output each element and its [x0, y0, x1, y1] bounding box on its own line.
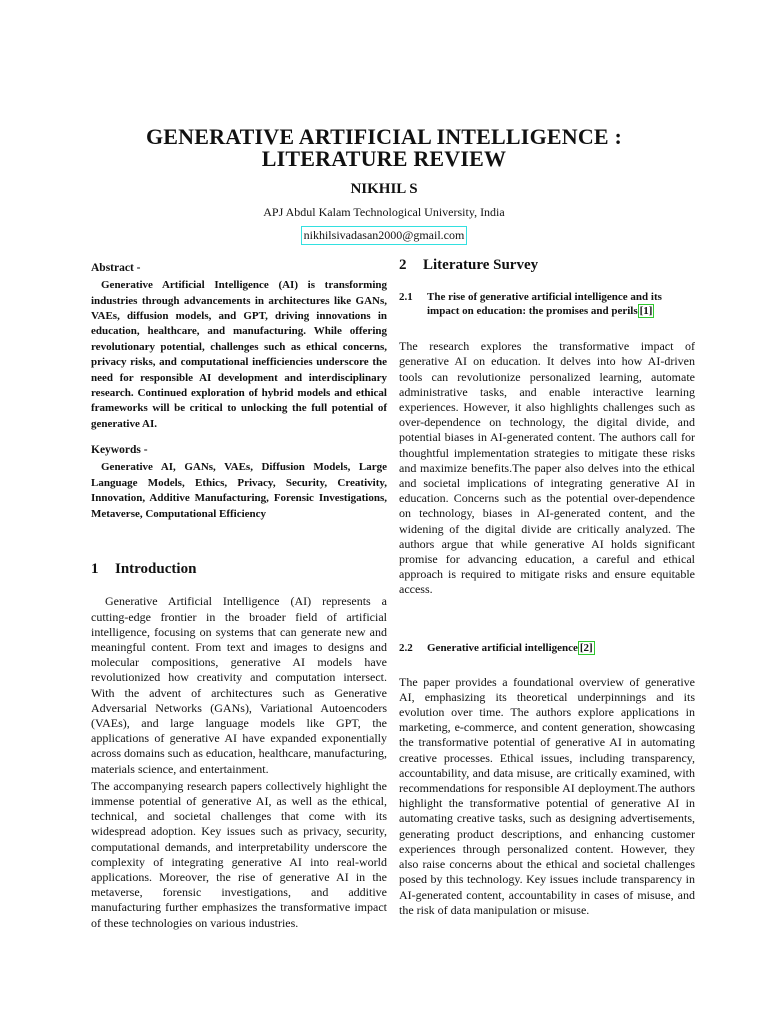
author-name: NIKHIL S	[350, 181, 418, 197]
section-number: 1	[91, 561, 99, 578]
subsection-title-text: The rise of generative artificial intelligence and its impact on education: the promises and perils	[427, 291, 662, 318]
left-column	[91, 261, 387, 931]
subsection-2-1-body: The research explores the transformative impact of generative AI on education. It delves into how AI-driven tools can revolutionize personalized learning, automate administrative tasks, and enable interactive learning experiences. However, it also highlights challenges such as over-dependence on technology, the digital divide, and potential biases in AI-generated content. The authors call for thoughtful implementation strategies to mitigate these risks and maximize benefits.The paper also delves into the ethical and societal implications of integrating generative AI in education. Concerns such as the potential over-dependence on technology, biases in AI-generated content, and the widening of the digital divide are critically analyzed. The authors argue that while generative AI holds significant promise for advancing education, a careful and ethical approach is required to mitigate risks and ensure equitable access.	[399, 339, 695, 597]
subsection-heading-2-1	[399, 290, 695, 318]
subsection-number: 2.2	[399, 641, 413, 654]
title-line-1: GENERATIVE ARTIFICIAL INTELLIGENCE :	[145, 124, 623, 149]
subsection-number: 2.1	[399, 291, 413, 304]
subsection-title	[427, 641, 595, 655]
citation-link[interactable]: [1]	[639, 305, 653, 318]
title-line-2: LITERATURE REVIEW	[261, 146, 507, 171]
paper-title	[0, 126, 768, 170]
subsection-title-text: Generative artificial intelligence	[427, 641, 578, 654]
abstract-body: Generative Artificial Intelligence (AI) is transforming industries through advancements in architectures like GANs, VAEs, diffusion models, and GPT, driving innovations in education, healthcare, and manufacturing. While offering revolutionary potential, challenges such as ethical concerns, privacy risks, and computational inefficiencies underscore the need for responsible AI development and interdisciplinary research. Continued exploration of hybrid models and ethical frameworks will be critical to unlocking the full potential of generative AI.	[91, 279, 387, 430]
keywords-body: Generative AI, GANs, VAEs, Diffusion Models, Large Language Models, Ethics, Privacy, Security, Creativity, Innovation, Additive Manufacturing, Forensic Investigations, Metaverse, Computational Efficiency	[91, 461, 387, 520]
email-link[interactable]: nikhilsivadasan2000@gmail.com	[301, 226, 468, 245]
intro-paragraph-1: Generative Artificial Intelligence (AI) represents a cutting-edge frontier in the broader field of artificial intelligence, focusing on systems that can generate new and meaningful content. From text and images to designs and molecular compositions, generative AI models have revolutionized how creativity and computation intersect. With the advent of architectures such as Generative Adversarial Networks (GANs), Variational Autoencoders (VAEs), and large language models like GPT, the applications of generative AI have expanded exponentially across domains such as education, healthcare, manufacturing, materials science, and entertainment.	[91, 594, 387, 776]
citation-link[interactable]: [2]	[579, 641, 593, 654]
section-title: Literature Survey	[423, 257, 539, 273]
subsection-heading-2-2	[399, 641, 695, 655]
affiliation: APJ Abdul Kalam Technological University, India	[263, 205, 505, 219]
section-title: Introduction	[115, 561, 197, 578]
section-heading-literature-survey	[399, 258, 695, 273]
section-heading-introduction	[91, 562, 387, 577]
abstract-heading: Abstract -	[91, 262, 141, 274]
right-column	[399, 258, 695, 918]
keywords-heading: Keywords -	[91, 444, 148, 457]
subsection-title	[427, 290, 695, 318]
intro-paragraph-2: The accompanying research papers collectively highlight the immense potential of generative AI, as well as the ethical, technical, and societal challenges that come with its widespread adoption. Key issues such as privacy, security, computational demands, and interpretability underscore the complexity of integrating generative AI into real-world applications. Moreover, the rise of generative AI in the metaverse, forensic investigations, and additive manufacturing further emphasizes the transformative impact of these technologies on various industries.	[91, 778, 387, 930]
section-number: 2	[399, 257, 407, 273]
subsection-2-2-body: The paper provides a foundational overview of generative AI, emphasizing its theoretical underpinnings and its evolution over time. The authors explore applications in marketing, e-commerce, and content generation, showcasing the transformative potential of generative AI in automating creative processes. Ethical issues, including transparency, accountability, and data misuse, are critically examined, with recommendations for responsible AI deployment.The authors highlight the transformative potential of generative AI in automating creative tasks, such as designing advertisements, generating product descriptions, and enhancing customer experiences through personalized content. However, they also raise concerns about the ethical and societal challenges posed by this technology. Key issues include transparency in AI-generated content, accountability in cases of misuse, and the risk of data manipulation or misuse.	[399, 674, 695, 917]
